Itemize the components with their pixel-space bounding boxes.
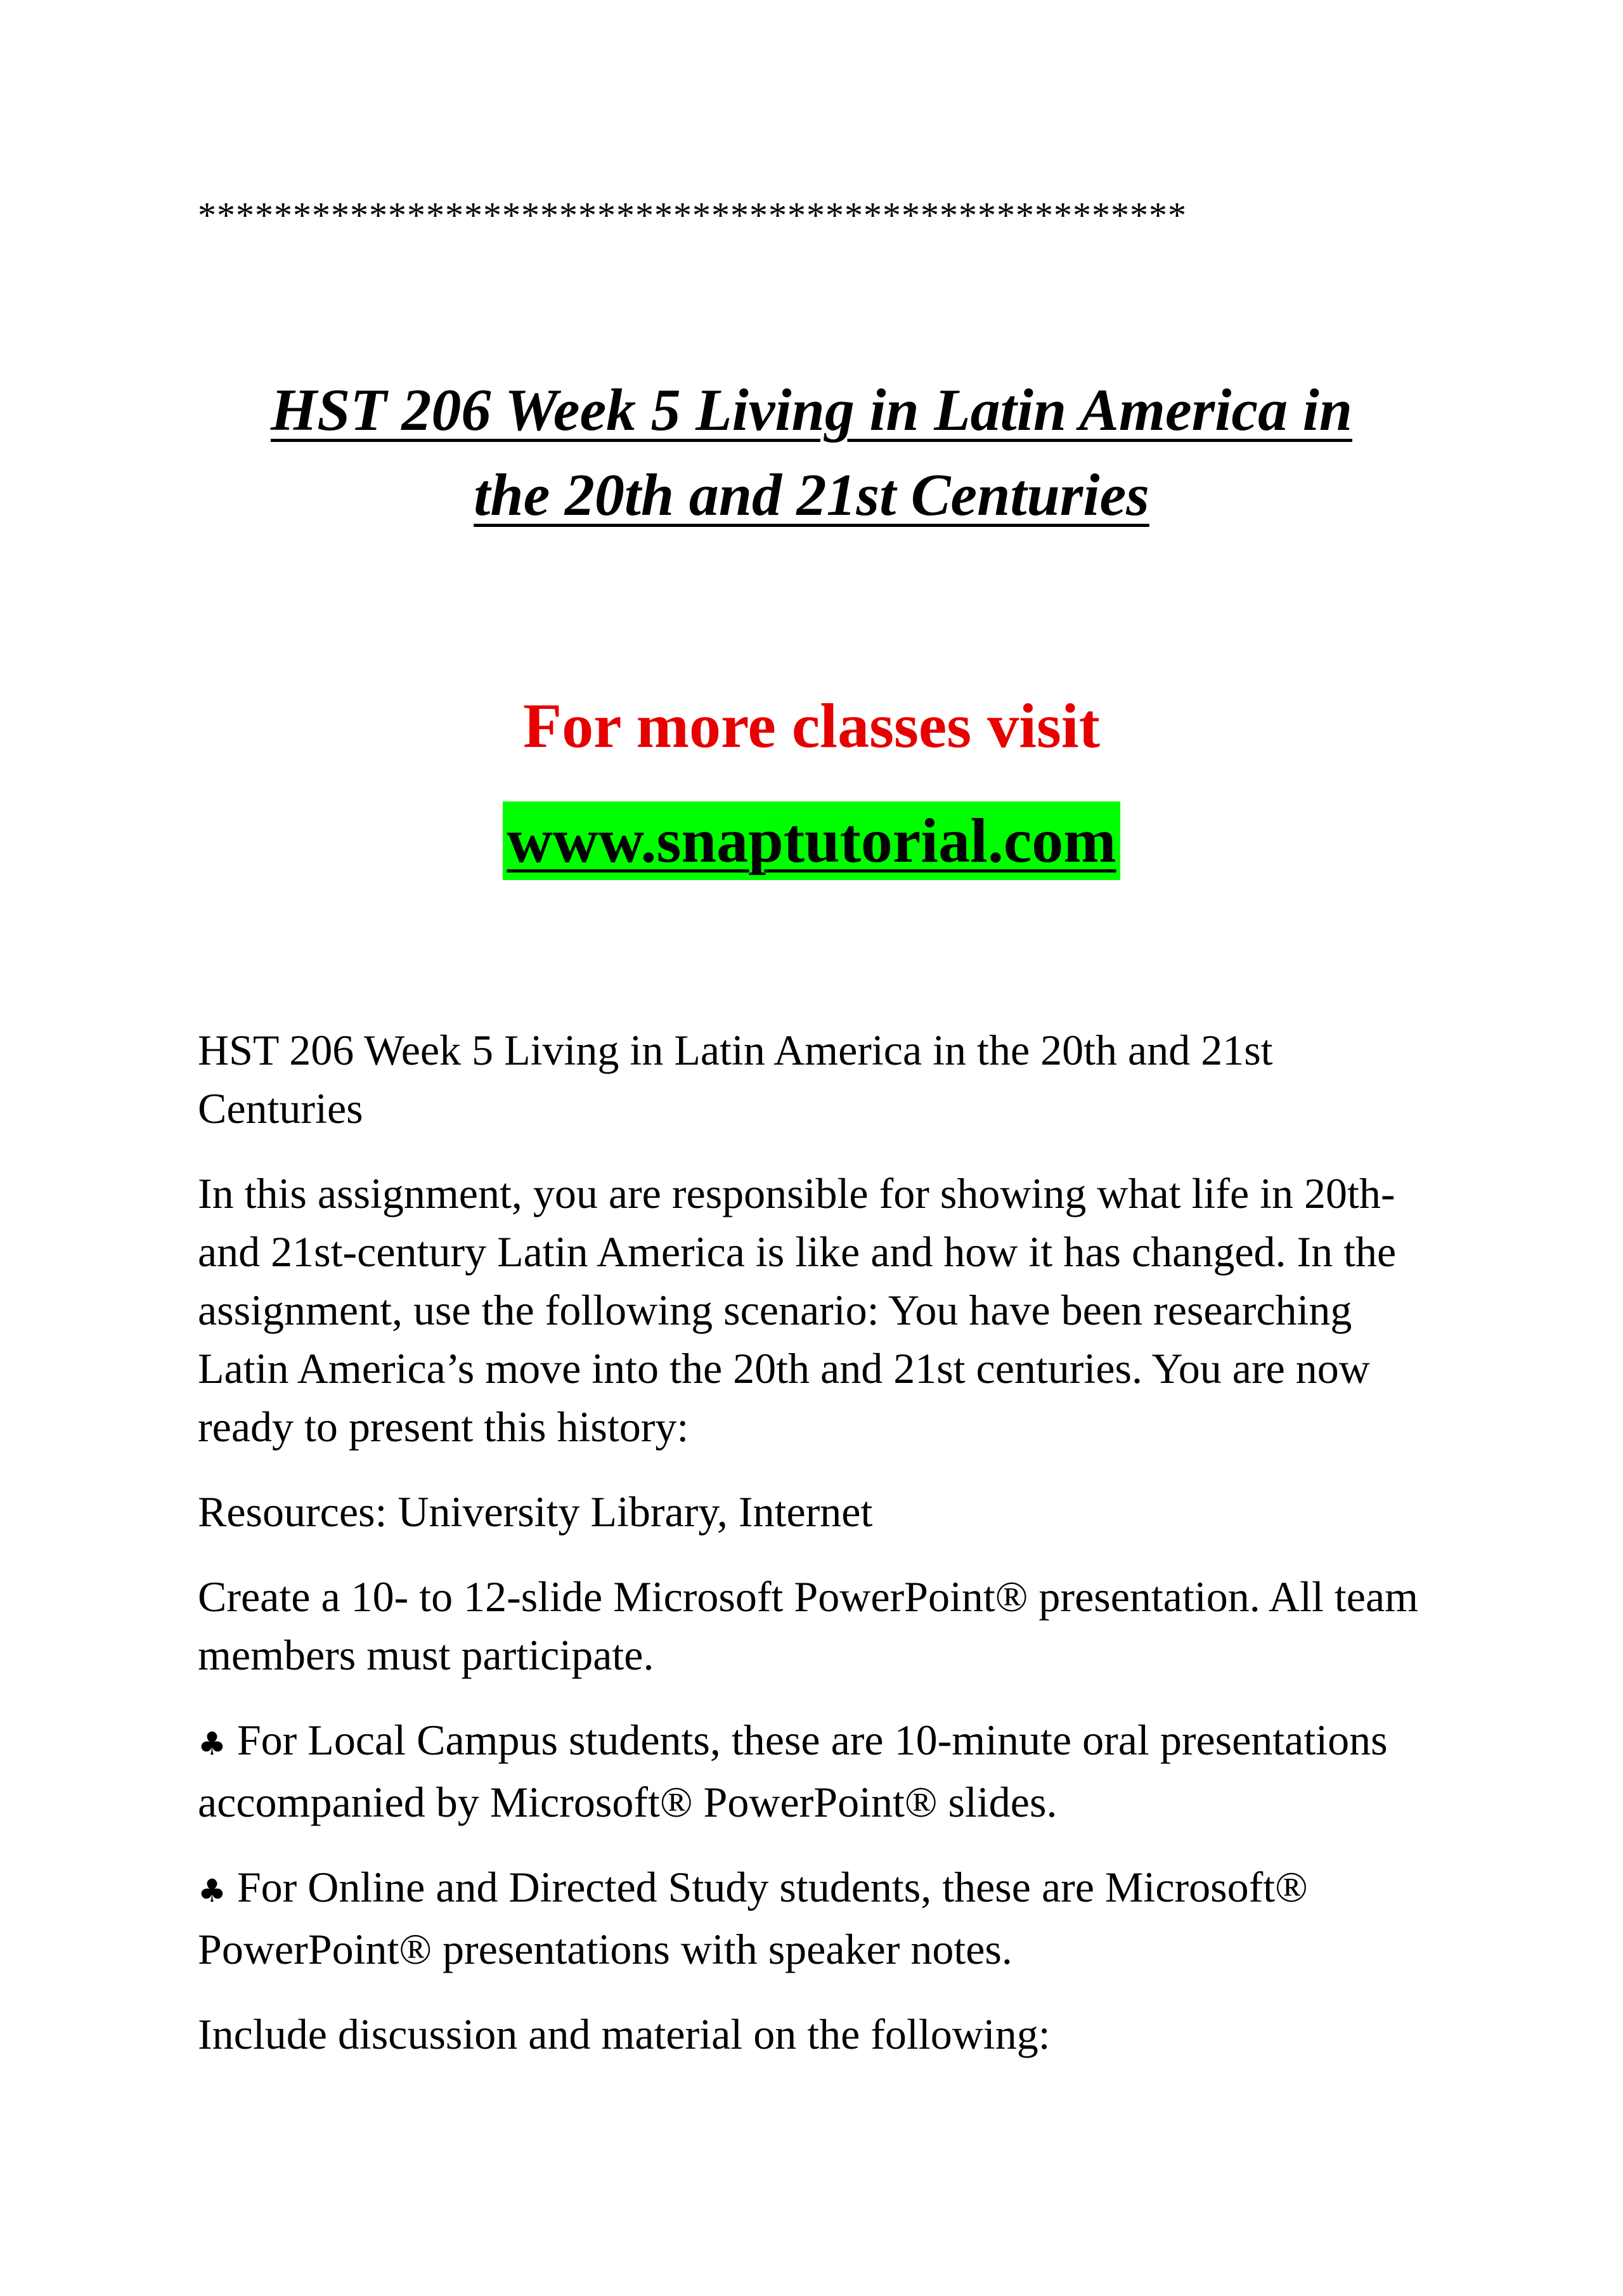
separator-line: **************************************************** <box>198 195 1187 236</box>
visit-text: For more classes visit <box>522 691 1100 761</box>
paragraph-include: Include discussion and material on the following: <box>198 2010 1051 2058</box>
bullet-item-local <box>198 1711 1440 1831</box>
bullet-text-local: For Local Campus students, these are 10-minute oral presentations accompanied by Microsoft® PowerPoint® slides. <box>198 1716 1388 1826</box>
visit-url-wrapper <box>178 801 1445 880</box>
paragraph-create: Create a 10- to 12-slide Microsoft PowerPoint® presentation. All team members must participate. <box>198 1573 1419 1679</box>
paragraph-heading: HST 206 Week 5 Living in Latin America in the 20th and 21st Centuries <box>198 1026 1273 1132</box>
paragraph-intro: In this assignment, you are responsible for showing what life in 20th- and 21st-century Latin America is like and how it has changed. In the assignment, use the following scenario: You have been researching Latin America’s move into the 20th and 21st centuries. You are now ready to present this history: <box>198 1169 1397 1451</box>
page-title <box>178 368 1445 538</box>
club-bullet-icon: ♣ <box>198 1725 226 1762</box>
title-line-1: HST 206 Week 5 Living in Latin America in <box>271 377 1352 443</box>
bullet-text-online: For Online and Directed Study students, these are Microsoft® PowerPoint® presentations with speaker notes. <box>198 1863 1308 1973</box>
body-text <box>198 1021 1440 2090</box>
paragraph-resources: Resources: University Library, Internet <box>198 1488 873 1536</box>
visit-url-link[interactable]: www.snaptutorial.com <box>503 801 1120 880</box>
bullet-item-online <box>198 1858 1440 1978</box>
title-line-2: the 20th and 21st Centuries <box>474 462 1149 528</box>
club-bullet-icon: ♣ <box>198 1872 226 1909</box>
